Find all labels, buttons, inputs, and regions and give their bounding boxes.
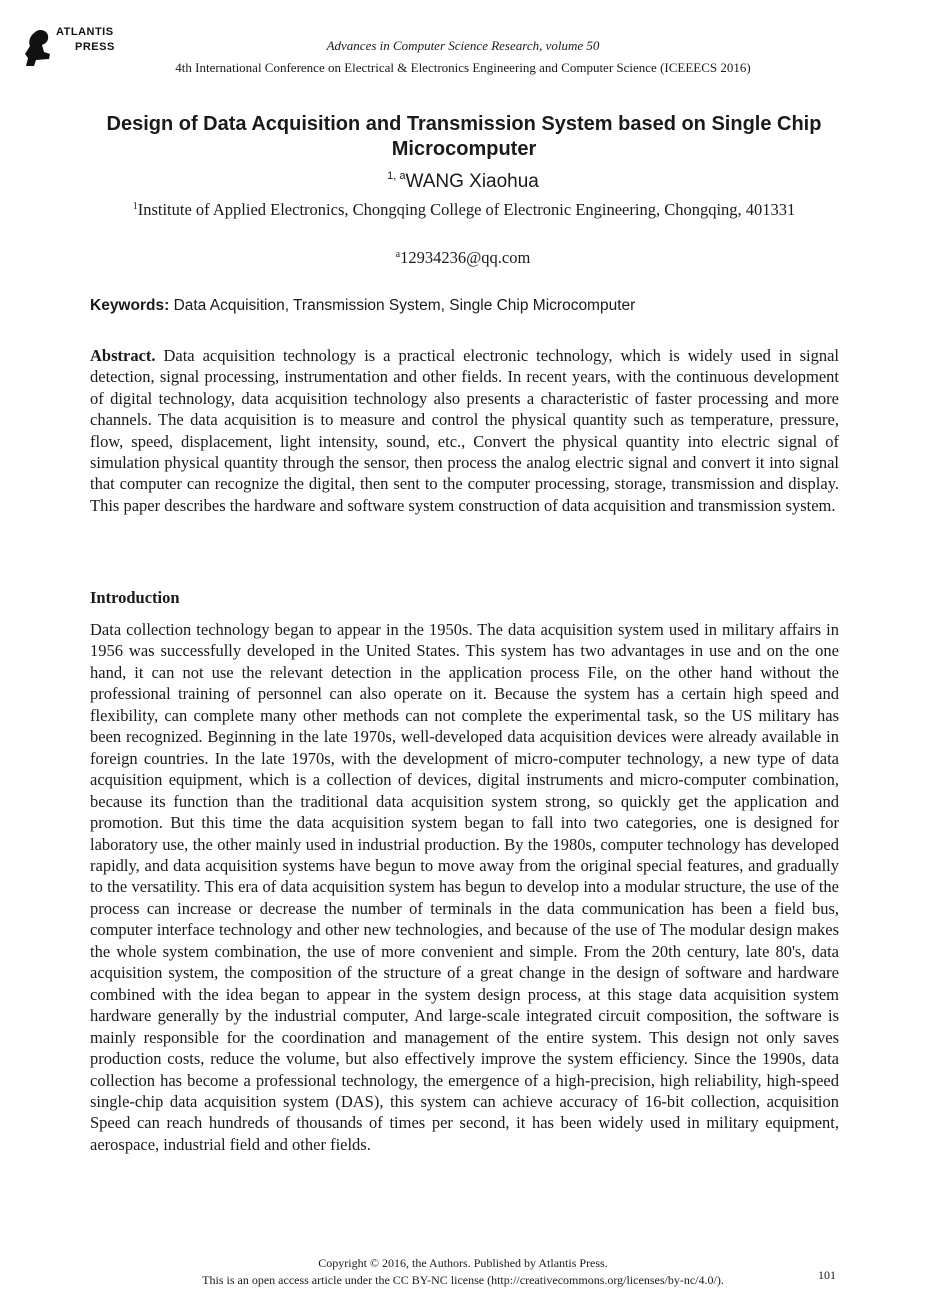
conference-header: 4th International Conference on Electrical & Electronics Engineering and Computer Science (ICEEECS 2016) — [175, 60, 751, 75]
footer-license: This is an open access article under the CC BY-NC license (http://creativecommons.org/licenses/by-nc/4.0/). — [202, 1273, 724, 1287]
affiliation — [90, 196, 838, 220]
introduction-text: Data collection technology began to appear in the 1950s. The data acquisition system used in military affairs in 1956 was successfully developed in the United States. This system has two advantages in use and on the one hand, it can not use the relevant detection in the application process File, on the other hand without the professional training of personnel can also operate on it. Because the system has a certain high speed and flexibility, can complete many other methods can not complete the experimental task, so the US military has been recognized. Beginning in the late 1970s, well-developed data acquisition devices were already available in foreign countries. In the late 1970s, with the development of micro-computer technology, a new type of data acquisition equipment, which is a collection of devices, digital instruments and micro-computer combination, because its function than the traditional data acquisition system strong, so quickly get the application and promotion. But this time the data acquisition system began to fall into two categories, one is designed for laboratory use, the other mainly used in industrial production. By the 1980s, computer technology has developed rapidly, and data acquisition systems have begun to move away from the original special features, and gradually to the versatility. This era of data acquisition system has begun to develop into a modular structure, the use of the process can increase or decrease the number of terminals in the data communication has been a field bus, computer interface technology and other new technologies, and because of the use of The modular design makes the whole system combination, the use of more convenient and simple. From the 20th century, late 80's, data acquisition system, the composition of the structure of a great change in the design of software and hardware combined with the idea began to appear in the system design process, at this stage data acquisition system hardware generally by the industrial computer, And large-scale integrated circuit composition, the software is mainly responsible for the coordination and management of the entire system. This design not only saves production costs, reduce the volume, but also effectively improve the system efficiency. Since the 1990s, data collection has become a professional technology, the emergence of a high-precision, high reliability, high-speed single-chip data acquisition system (DAS), this system can achieve accuracy of 16-bit collection, acquisition Speed can reach hundreds of thousands of times per second, it has been widely used in military equipment, aerospace, industrial field and other fields. — [90, 620, 839, 1154]
logo-text-press: PRESS — [75, 41, 115, 53]
affiliation-superscript: 1 — [132, 201, 138, 212]
footer-copyright: Copyright © 2016, the Authors. Published by Atlantis Press. — [318, 1256, 608, 1270]
author-line — [0, 170, 926, 193]
abstract — [90, 345, 839, 516]
abstract-text: Data acquisition technology is a practical electronic technology, which is widely used in signal detection, signal processing, instrumentation and other fields. In recent years, with the continuous development of digital technology, data acquisition technology also presents a characteristic of faster processing and more channels. The data acquisition is to measure and control the physical quantity such as temperature, pressure, flow, speed, displacement, light intensity, sound, etc., Convert the physical quantity into electric signal of simulation physical quantity through the sensor, then process the analog electric signal and convert it into signal that computer can recognize the digital, then sent to the computer processing, storage, transmission and display. This paper describes the hardware and software system construction of data acquisition and transmission system. — [90, 346, 839, 515]
author-superscript: 1, a — [387, 170, 406, 182]
email-line — [0, 248, 926, 268]
email-superscript: a — [395, 249, 401, 260]
abstract-label: Abstract. — [90, 346, 156, 365]
introduction-heading: Introduction — [90, 588, 180, 607]
page-number: 101 — [818, 1268, 836, 1282]
paper-title: Design of Data Acquisition and Transmission System based on Single Chip Microcomputer — [106, 113, 822, 160]
series-header: Advances in Computer Science Research, volume 50 — [326, 38, 600, 53]
affiliation-text: Institute of Applied Electronics, Chongqing College of Electronic Engineering, Chongqing, 401331 — [137, 200, 796, 219]
keywords — [90, 297, 838, 315]
keywords-text: Data Acquisition, Transmission System, Single Chip Microcomputer — [173, 297, 636, 314]
logo-text-atlantis: ATLANTIS — [56, 26, 114, 38]
keywords-label: Keywords: — [90, 297, 170, 314]
email-address: 12934236@qq.com — [400, 248, 531, 267]
author-name: WANG Xiaohua — [405, 171, 539, 192]
